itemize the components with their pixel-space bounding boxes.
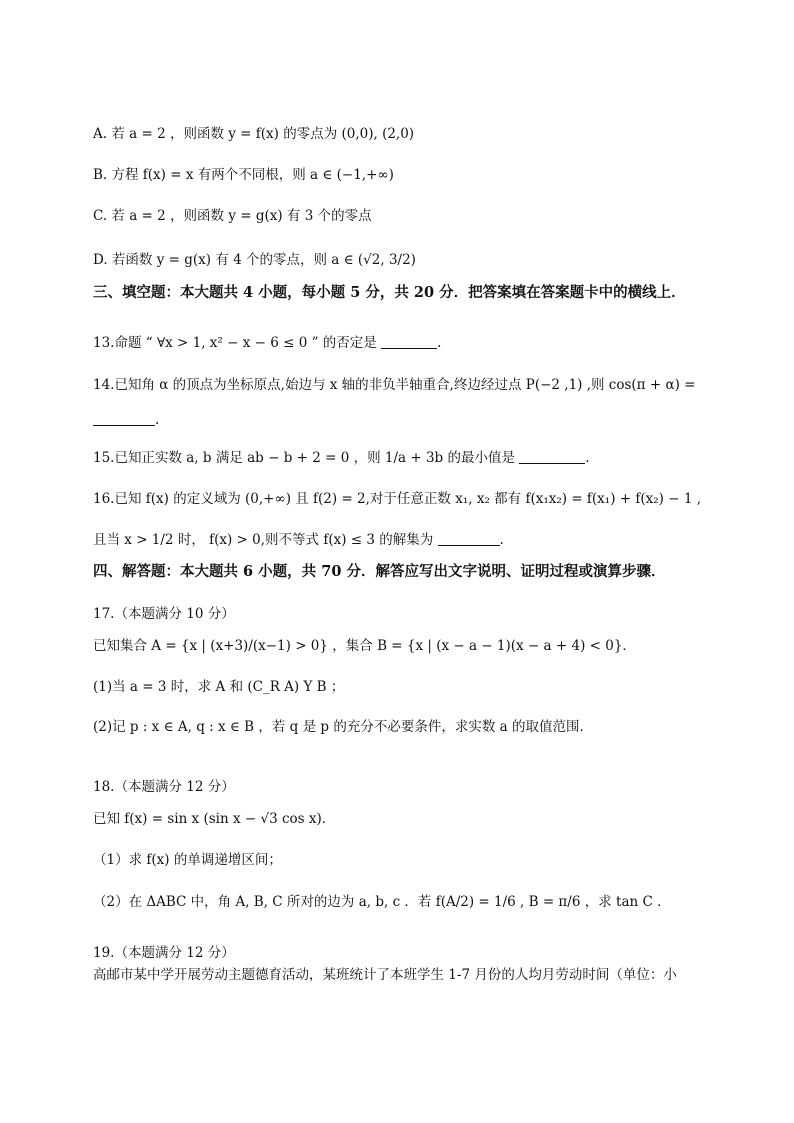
question-16-line-2: 且当 x > 1/2 时， f(x) > 0,则不等式 f(x) ≤ 3 的解集为 .	[93, 532, 504, 548]
question-17-stem: 已知集合 A = {x | (x+3)/(x−1) > 0} ，集合 B = {x | (x − a − 1)(x − a + 4) < 0}．	[93, 638, 636, 654]
option-a: A. 若 a = 2 ，则函数 y = f(x) 的零点为 (0,0), (2,0)	[93, 126, 415, 142]
question-19-title: 19.（本题满分 12 分）	[93, 945, 235, 961]
question-16-line-1: 16.已知 f(x) 的定义域为 (0,+∞) 且 f(2) = 2,对于任意正数 x₁, x₂ 都有 f(x₁x₂) = f(x₁) + f(x₂) − 1 ,	[93, 491, 701, 507]
question-19-stem: 高邮市某中学开展劳动主题德育活动，某班统计了本班学生 1-7 月份的人均月劳动时间（单位：小	[93, 967, 677, 983]
question-15: 15.已知正实数 a, b 满足 ab − b + 2 = 0 ，则 1/a + 3b 的最小值是 .	[93, 450, 590, 466]
question-15-text: 15.已知正实数 a, b 满足 ab − b + 2 = 0 ，则 1/a + 3b 的最小值是	[93, 450, 515, 466]
option-c: C. 若 a = 2 ，则函数 y = g(x) 有 3 个的零点	[93, 208, 372, 224]
question-17-part-1: (1)当 a = 3 时，求 A 和 (C_R A) Y B ；	[93, 679, 345, 695]
question-13-text: 13.命题 “ ∀x > 1, x² − x − 6 ≤ 0 ” 的否定是	[93, 335, 377, 351]
question-18-part-1: （1）求 f(x) 的单调递增区间；	[93, 852, 282, 868]
section-3-heading: 三、填空题：本大题共 4 小题，每小题 5 分，共 20 分．把答案填在答案题卡中的横线上．	[93, 284, 686, 301]
question-17-title: 17.（本题满分 10 分）	[93, 606, 235, 622]
answer-blank-13	[381, 334, 437, 349]
answer-blank-16	[438, 531, 500, 546]
question-18-part-2: （2）在 ΔABC 中，角 A, B, C 所对的边为 a, b, c ．若 f(A/2) = 1/6 , B = π/6 ，求 tan C ．	[93, 894, 671, 910]
question-13: 13.命题 “ ∀x > 1, x² − x − 6 ≤ 0 ” 的否定是 .	[93, 335, 442, 351]
question-18-stem: 已知 f(x) = sin x (sin x − √3 cos x)．	[93, 811, 336, 827]
question-18-title: 18.（本题满分 12 分）	[93, 779, 235, 795]
question-14-blank-line: .	[93, 410, 734, 430]
question-17-part-2: (2)记 p : x ∈ A, q : x ∈ B ，若 q 是 p 的充分不必要条件，求实数 a 的取值范围．	[93, 719, 593, 735]
question-14-text: 14.已知角 α 的顶点为坐标原点,始边与 x 轴的非负半轴重合,终边经过点 P(−2 ,1) ,则 cos(π + α) =	[93, 377, 696, 393]
answer-blank-15	[519, 449, 585, 464]
option-b: B. 方程 f(x) = x 有两个不同根，则 a ∈ (−1,+∞)	[93, 167, 394, 183]
answer-blank-14	[93, 411, 155, 426]
section-4-heading: 四、解答题：本大题共 6 小题，共 70 分．解答应写出文字说明、证明过程或演算步骤．	[93, 563, 666, 580]
question-16-line-2-text: 且当 x > 1/2 时， f(x) > 0,则不等式 f(x) ≤ 3 的解集为	[93, 532, 434, 548]
option-d: D. 若函数 y = g(x) 有 4 个的零点，则 a ∈ (√2, 3/2)	[93, 252, 416, 268]
